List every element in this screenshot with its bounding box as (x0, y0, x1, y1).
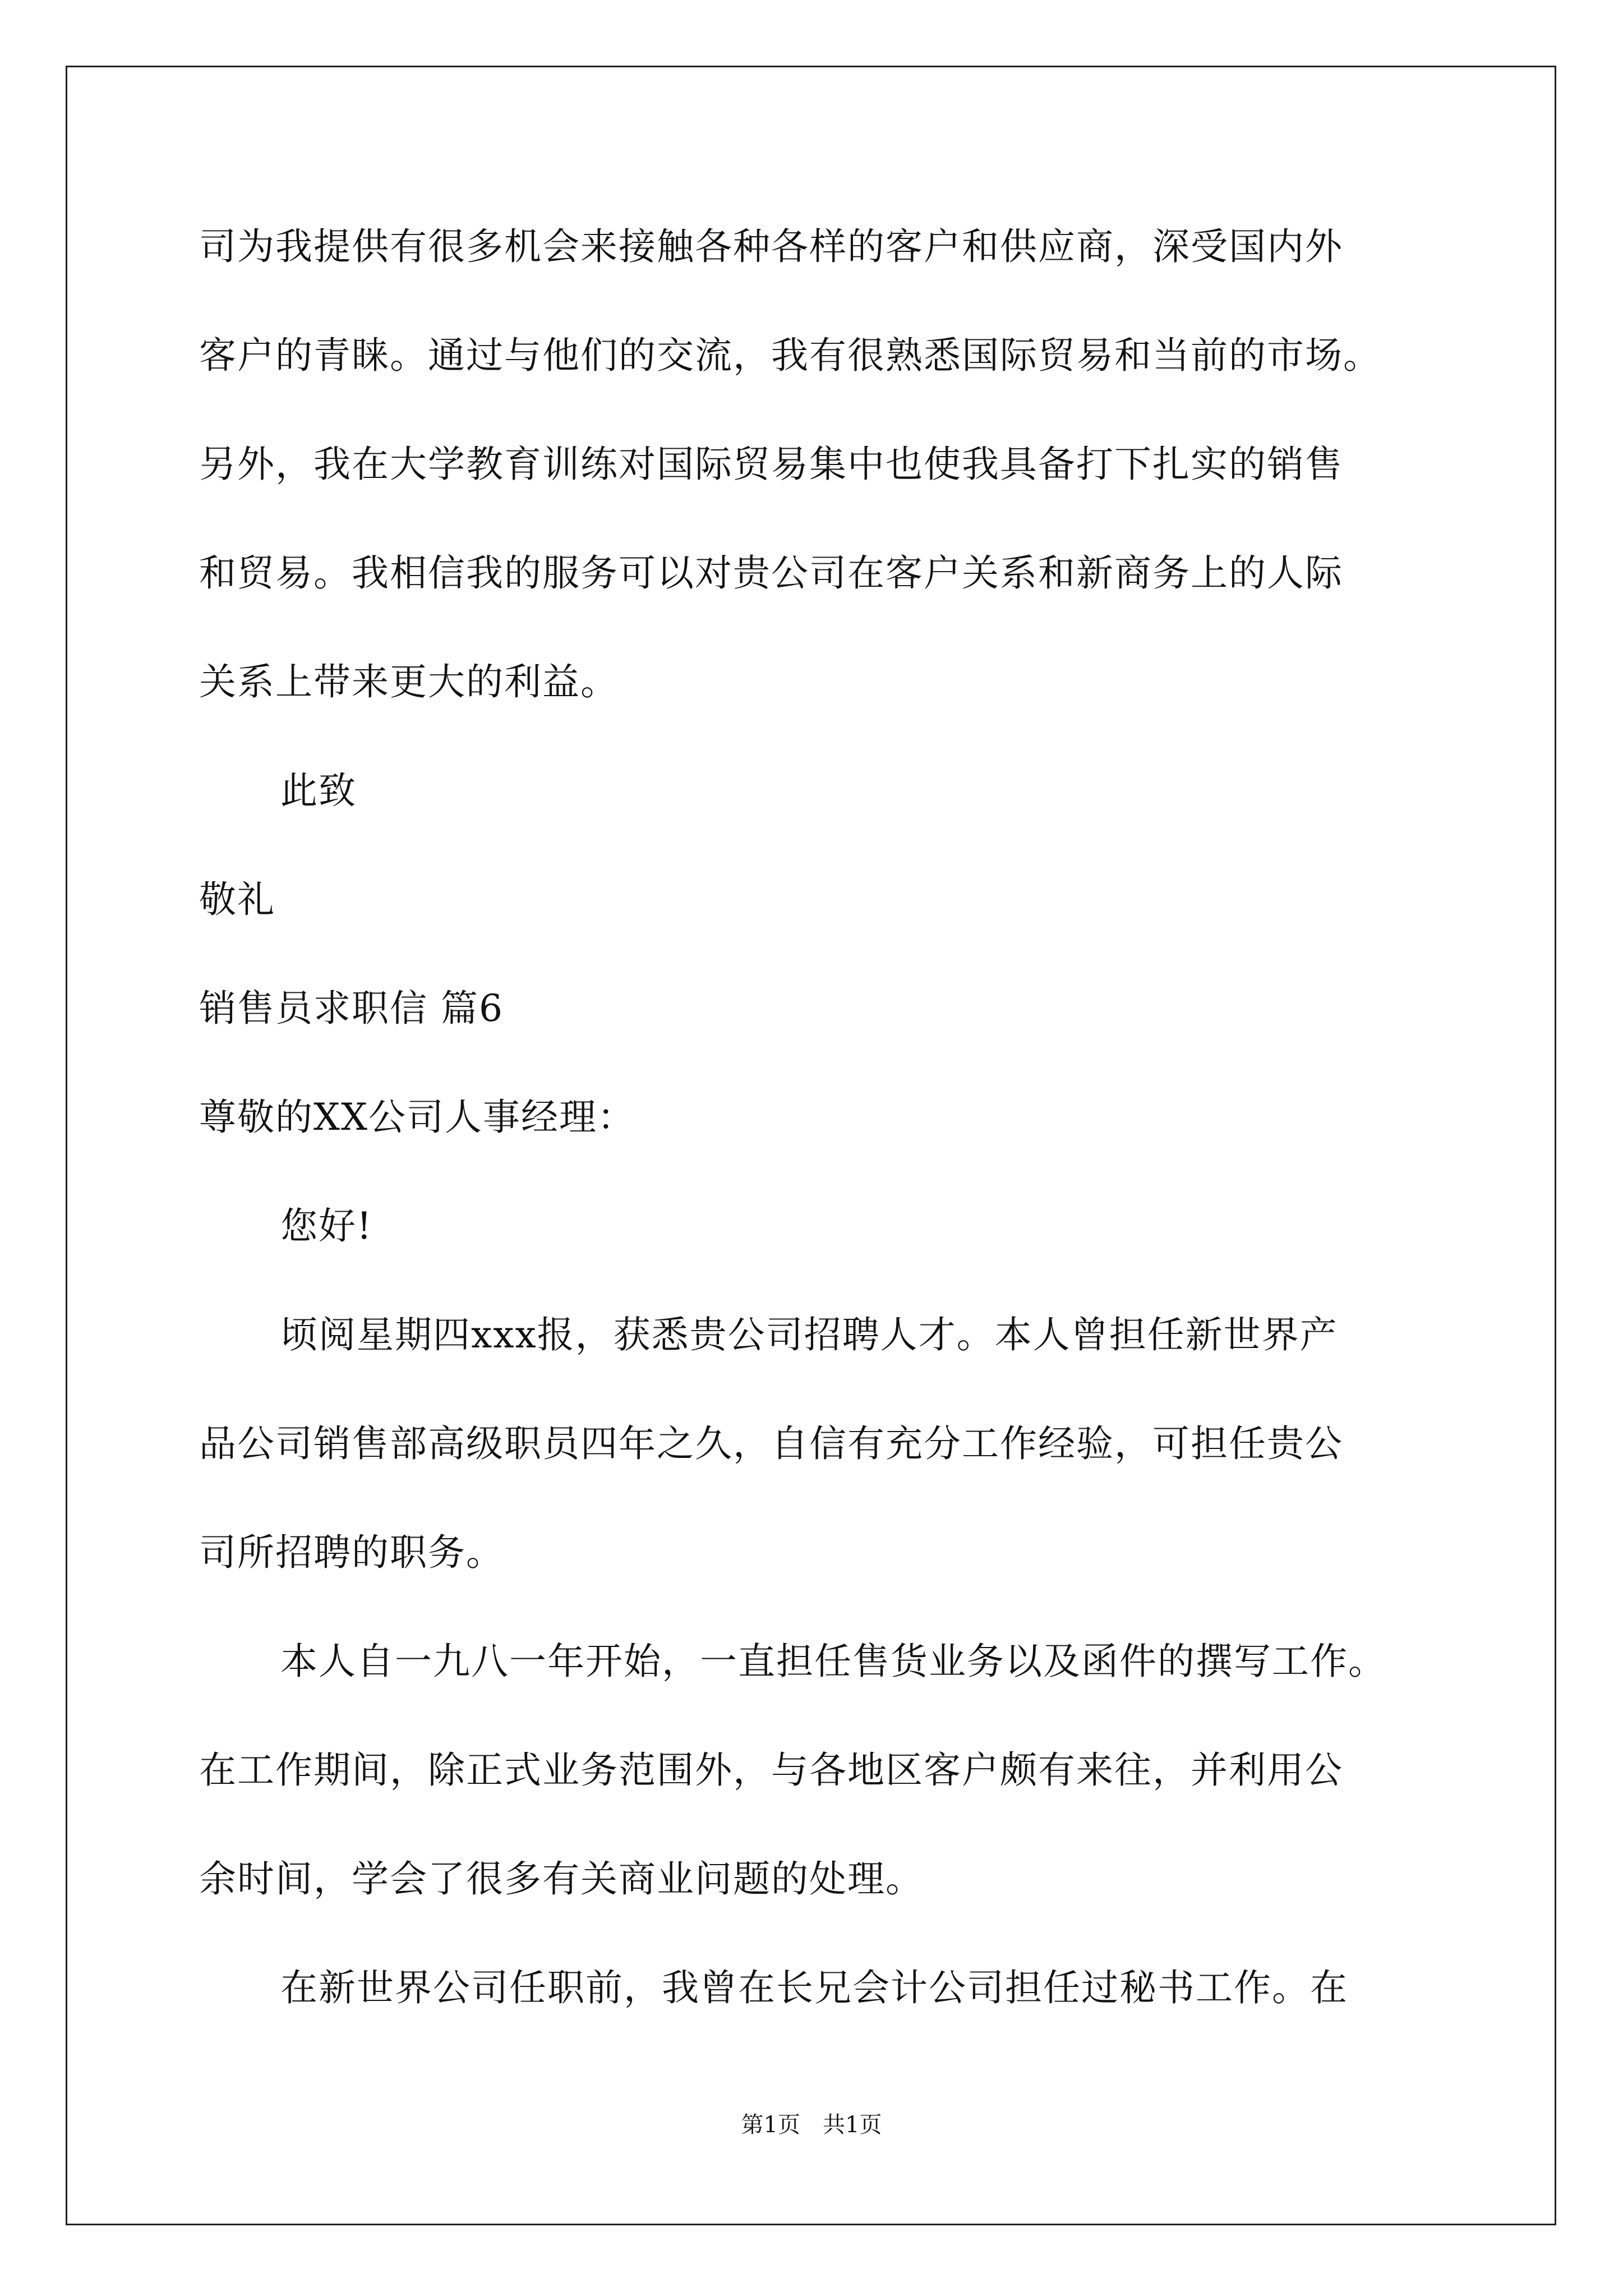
body-line: 在新世界公司任职前，我曾在长兄会计公司担任过秘书工作。在 (280, 1966, 1348, 2009)
body-line: 本人自一九八一年开始，一直担任售货业务以及函件的撰写工作。 (280, 1640, 1386, 1683)
body-line: 顷阅星期四xxx报，获悉贵公司招聘人才。本人曾担任新世界产 (280, 1313, 1338, 1356)
body-line: 司为我提供有很多机会来接触各种各样的客户和供应商，深受国内外 (199, 225, 1343, 268)
body-line: 和贸易。我相信我的服务可以对贵公司在客户关系和新商务上的人际 (199, 551, 1343, 595)
body-line: 客户的青睐。通过与他们的交流，我有很熟悉国际贸易和当前的市场。 (199, 334, 1381, 377)
closing-regards: 敬礼 (199, 878, 275, 921)
body-line: 品公司销售部高级职员四年之久，自信有充分工作经验，可担任贵公 (199, 1422, 1343, 1465)
section-title: 销售员求职信 篇6 (199, 987, 504, 1030)
body-line: 另外，我在大学教育训练对国际贸易集中也使我具备打下扎实的销售 (199, 443, 1343, 486)
closing-salutation: 此致 (280, 769, 357, 812)
body-line: 关系上带来更大的利益。 (199, 660, 619, 703)
letter-addressee: 尊敬的XX公司人事经理： (199, 1096, 635, 1139)
letter-greeting: 您好! (280, 1204, 373, 1248)
body-line: 司所招聘的职务。 (199, 1531, 504, 1574)
page-footer: 第1页 共1页 (741, 2112, 882, 2138)
body-line: 在工作期间，除正式业务范围外，与各地区客户颇有来往，并利用公 (199, 1749, 1343, 1792)
body-line: 余时间，学会了很多有关商业问题的处理。 (199, 1857, 924, 1901)
